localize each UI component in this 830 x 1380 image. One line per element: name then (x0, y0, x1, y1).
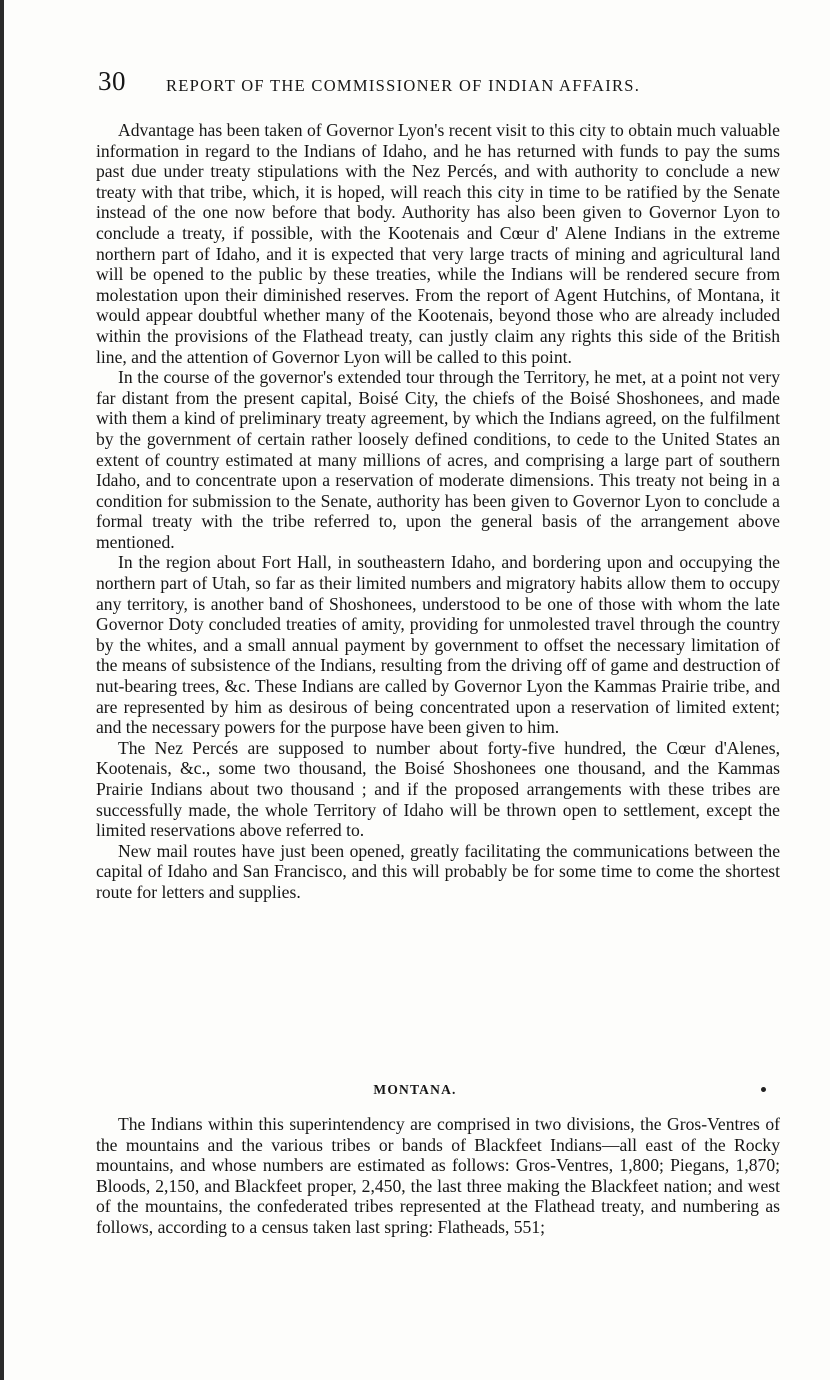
page-header (98, 66, 778, 100)
page-number: 30 (98, 66, 126, 96)
stray-ink-mark (761, 1087, 766, 1092)
running-head: REPORT OF THE COMMISSIONER OF INDIAN AFFAIRS. (166, 76, 641, 95)
paragraph: In the region about Fort Hall, in southeastern Idaho, and bordering upon and occupying the northern part of Utah, so far as their limited numbers and migratory habits allow them to occupy any territory, is another band of Shoshonees, understood to be one of those with whom the late Governor Doty concluded treaties of amity, providing for unmolested travel through the country by the whites, and a small annual payment by government to offset the necessary limitation of the means of subsistence of the Indians, resulting from the driving off of game and destruction of nut-bearing trees, &c. These Indians are called by Governor Lyon the Kammas Prairie tribe, and are represented by him as desirous of being concentrated upon a reservation of limited extent; and the necessary powers for the purpose have been given to him. (96, 552, 780, 738)
scan-edge (0, 0, 4, 1380)
paragraph: In the course of the governor's extended tour through the Territory, he met, at a point not very far distant from the present capital, Boisé City, the chiefs of the Boisé Shoshonees, and made with them a kind of preliminary treaty agreement, by which the Indians agreed, on the fulfilment by the government of certain rather loosely defined conditions, to cede to the United States an extent of country estimated at many millions of acres, and comprising a large part of southern Idaho, and to concentrate upon a reservation of moderate dimensions. This treaty not being in a condition for submission to the Senate, authority has been given to Governor Lyon to conclude a formal treaty with the tribe referred to, upon the general basis of the arrangement above mentioned. (96, 367, 780, 552)
montana-section-text (96, 1114, 780, 1238)
paragraph: The Indians within this superintendency are comprised in two divisions, the Gros-Ventres of the mountains and the various tribes or bands of Blackfeet Indians—all east of the Rocky mountains, and whose numbers are estimated as follows: Gros-Ventres, 1,800; Piegans, 1,870; Bloods, 2,150, and Blackfeet proper, 2,450, the last three making the Blackfeet nation; and west of the mountains, the confederated tribes represented at the Flathead treaty, and numbering as follows, according to a census taken last spring: Flatheads, 551; (96, 1114, 780, 1237)
paragraph: New mail routes have just been opened, greatly facilitating the communications between the capital of Idaho and San Francisco, and this will probably be for some time to come the shortest route for letters and supplies. (96, 840, 780, 902)
idaho-section-text (96, 120, 780, 903)
paragraph: Advantage has been taken of Governor Lyon's recent visit to this city to obtain much valuable information in regard to the Indians of Idaho, and he has returned with funds to pay the sums past due under treaty stipulations with the Nez Percés, and with authority to conclude a new treaty with that tribe, which, it is hoped, will reach this city in time to be ratified by the Senate instead of the one now before that body. Authority has also been given to Governor Lyon to conclude a treaty, if possible, with the Kootenais and Cœur d' Alene Indians in the extreme northern part of Idaho, and it is expected that very large tracts of mining and agricultural land will be opened to the public by these treaties, while the Indians will be rendered secure from molestation upon their diminished reserves. From the report of Agent Hutchins, of Montana, it would appear doubtful whether many of the Kootenais, beyond those who are already included within the provisions of the Flathead treaty, can justly claim any rights this side of the British line, and the attention of Governor Lyon will be called to this point. (96, 120, 780, 367)
paragraph: The Nez Percés are supposed to number about forty-five hundred, the Cœur d'Alenes, Kootenais, &c., some two thousand, the Boisé Shoshonees one thousand, and the Kammas Prairie Indians about two thousand ; and if the proposed arrangements with these tribes are successfully made, the whole Territory of Idaho will be thrown open to settlement, except the limited reservations above referred to. (96, 737, 780, 841)
section-heading: MONTANA. (373, 1082, 457, 1097)
